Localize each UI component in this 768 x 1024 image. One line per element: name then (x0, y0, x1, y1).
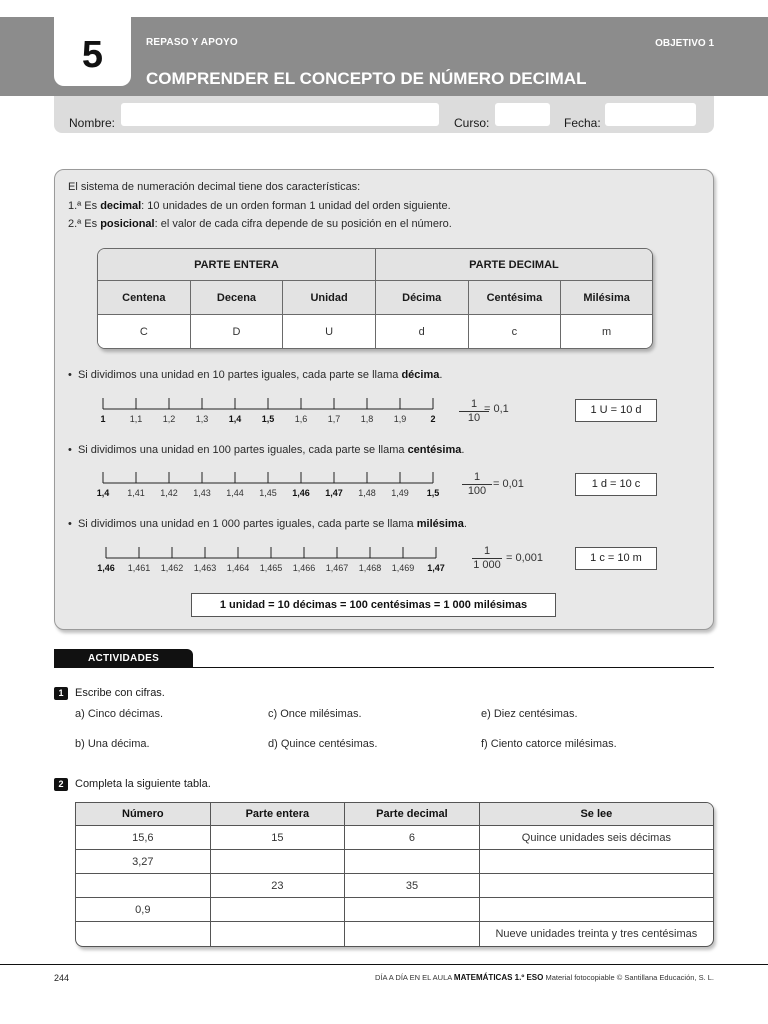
place-symbol: c (469, 315, 562, 348)
number-line-label: 2 (430, 414, 436, 424)
tenths-statement: • Si dividimos una unidad en 10 partes iguales, cada parte se llama décima. (68, 369, 443, 381)
date-label: Fecha: (564, 116, 601, 130)
table-cell[interactable] (345, 898, 480, 922)
table-cell: 15 (211, 826, 346, 850)
course-label: Curso: (454, 116, 490, 130)
activities-divider (54, 667, 714, 668)
number-line-label: 1,469 (391, 563, 415, 573)
number-line-label: 1,7 (327, 414, 341, 424)
hundredth-value: = 0,01 (493, 478, 524, 490)
place-symbol: m (561, 315, 652, 348)
objective-label: OBJETIVO 1 (655, 38, 714, 49)
page-number: 244 (54, 973, 70, 983)
number-line-label: 1,6 (294, 414, 308, 424)
number-line-label: 1,463 (193, 563, 217, 573)
number-line-label: 1,43 (193, 488, 211, 498)
exercise-1-option-c: c) Once milésimas. (268, 708, 362, 720)
exercise-1-title: Escribe con cifras. (75, 687, 165, 699)
exercise-1-option-e: e) Diez centésimas. (481, 708, 578, 720)
name-field[interactable] (121, 103, 439, 126)
exercise-1-badge: 1 (54, 687, 68, 700)
thousandth-equivalence: 1 c = 10 m (575, 547, 657, 570)
table-cell[interactable] (345, 922, 480, 946)
number-line-label: 1,461 (127, 563, 151, 573)
place-header: Unidad (283, 281, 376, 315)
number-line-label: 1,8 (360, 414, 374, 424)
date-field[interactable] (605, 103, 696, 126)
exercise-2-badge: 2 (54, 778, 68, 791)
number-line-label: 1,5 (426, 488, 440, 498)
number-line-label: 1,47 (427, 563, 445, 573)
tenths-number-line (90, 396, 450, 426)
table-row (76, 898, 713, 922)
point-decimal: 1.ª Es decimal: 10 unidades de un orden forman 1 unidad del orden siguiente. (68, 200, 451, 212)
number-line-label: 1,41 (127, 488, 145, 498)
thousandths-number-line (90, 545, 450, 575)
table-cell: Nueve unidades treinta y tres centésimas (495, 928, 698, 940)
table-cell: 6 (345, 826, 480, 850)
place-symbol: C (98, 315, 191, 348)
number-line-label: 1,5 (261, 414, 275, 424)
table-cell[interactable] (480, 850, 713, 874)
section-label: REPASO Y APOYO (146, 37, 238, 48)
table-cell[interactable] (76, 874, 211, 898)
thousandth-fraction: $\frac{1}{1 000}$ (473, 545, 501, 571)
exercise-1-option-b: b) Una décima. (75, 738, 150, 750)
hundredth-equivalence: 1 d = 10 c (575, 473, 657, 496)
number-line-label: 1,4 (228, 414, 242, 424)
thousandth-value: = 0,001 (506, 552, 544, 564)
number-line-label: 1,468 (358, 563, 382, 573)
table-cell: 3,27 (76, 850, 211, 874)
exercise-1-option-f: f) Ciento catorce milésimas. (481, 738, 617, 750)
table-row (76, 874, 713, 898)
table-cell[interactable] (480, 898, 713, 922)
table-header: Número (76, 803, 211, 826)
group-decimal-part: PARTE DECIMAL (376, 249, 652, 281)
number-line-label: 1,46 (97, 563, 115, 573)
point-positional: 2.ª Es posicional: el valor de cada cifra depende de su posición en el número. (68, 218, 452, 230)
tenth-equivalence: 1 U = 10 d (575, 399, 657, 422)
table-row (76, 826, 713, 850)
student-info-bar (54, 96, 714, 133)
number-line-label: 1,3 (195, 414, 209, 424)
place-header: Decena (191, 281, 284, 315)
hundredth-fraction: $\frac{1}{100}$ (462, 471, 492, 498)
table-cell[interactable] (480, 874, 713, 898)
place-symbol: D (191, 315, 284, 348)
table-cell: Quince unidades seis décimas (480, 826, 713, 850)
footer-credit: DÍA A DÍA EN EL AULA MATEMÁTICAS 1.º ESO Material fotocopiable © Santillana Educación, S. L. (374, 973, 714, 982)
number-line-label: 1,462 (160, 563, 184, 573)
intro-text: El sistema de numeración decimal tiene dos características: (68, 181, 361, 193)
table-row (76, 922, 713, 946)
number-line-label: 1,48 (358, 488, 376, 498)
table-cell[interactable] (211, 922, 346, 946)
place-symbol: U (283, 315, 376, 348)
number-line-label: 1,44 (226, 488, 244, 498)
number-line-label: 1,2 (162, 414, 176, 424)
number-line-label: 1,467 (325, 563, 349, 573)
exercise-1-option-d: d) Quince centésimas. (268, 738, 378, 750)
place-symbol: d (376, 315, 469, 348)
number-line-label: 1,466 (292, 563, 316, 573)
number-line-label: 1,46 (292, 488, 310, 498)
table-cell: 15,6 (76, 826, 211, 850)
number-line-label: 1,49 (391, 488, 409, 498)
unit-number: 5 (54, 17, 131, 86)
number-line-label: 1,464 (226, 563, 250, 573)
number-line-label: 1,42 (160, 488, 178, 498)
number-line-label: 1,47 (325, 488, 343, 498)
table-cell[interactable] (211, 850, 346, 874)
table-cell: 35 (345, 874, 480, 898)
place-header: Centena (98, 281, 191, 315)
table-row (76, 850, 713, 874)
thousandths-statement: • Si dividimos una unidad en 1 000 partes iguales, cada parte se llama milésima. (68, 518, 467, 530)
table-cell: 0,9 (76, 898, 211, 922)
exercise-1-option-a: a) Cinco décimas. (75, 708, 164, 720)
number-line-label: 1,4 (96, 488, 110, 498)
place-header: Centésima (469, 281, 562, 315)
table-cell[interactable] (76, 922, 211, 946)
place-header: Milésima (561, 281, 652, 315)
page-title: COMPRENDER EL CONCEPTO DE NÚMERO DECIMAL (146, 69, 587, 88)
activities-tab: ACTIVIDADES (54, 649, 193, 668)
name-label: Nombre: (69, 116, 116, 130)
course-field[interactable] (495, 103, 550, 126)
number-line-label: 1 (100, 414, 106, 424)
table-cell[interactable] (345, 850, 480, 874)
number-line-label: 1,45 (259, 488, 277, 498)
table-header: Se lee (480, 803, 713, 826)
group-integer-part: PARTE ENTERA (98, 249, 376, 281)
hundredths-statement: • Si dividimos una unidad en 100 partes iguales, cada parte se llama centésima. (68, 444, 465, 456)
place-header: Décima (376, 281, 469, 315)
hundredths-number-line (90, 470, 450, 500)
tenth-fraction: $\frac{1}{10}$ (459, 398, 489, 425)
table-cell: 23 (211, 874, 346, 898)
number-line-label: 1,1 (129, 414, 143, 424)
table-header: Parte decimal (345, 803, 480, 826)
decimal-parts-table (75, 802, 714, 947)
tenth-value: = 0,1 (484, 403, 509, 415)
unit-summary: 1 unidad = 10 décimas = 100 centésimas = 1 000 milésimas (191, 593, 556, 617)
exercise-2-title: Completa la siguiente tabla. (75, 778, 211, 790)
table-header: Parte entera (211, 803, 346, 826)
footer-divider (0, 964, 768, 965)
table-cell[interactable] (211, 898, 346, 922)
number-line-label: 1,465 (259, 563, 283, 573)
number-line-label: 1,9 (393, 414, 407, 424)
place-value-table (97, 248, 653, 349)
